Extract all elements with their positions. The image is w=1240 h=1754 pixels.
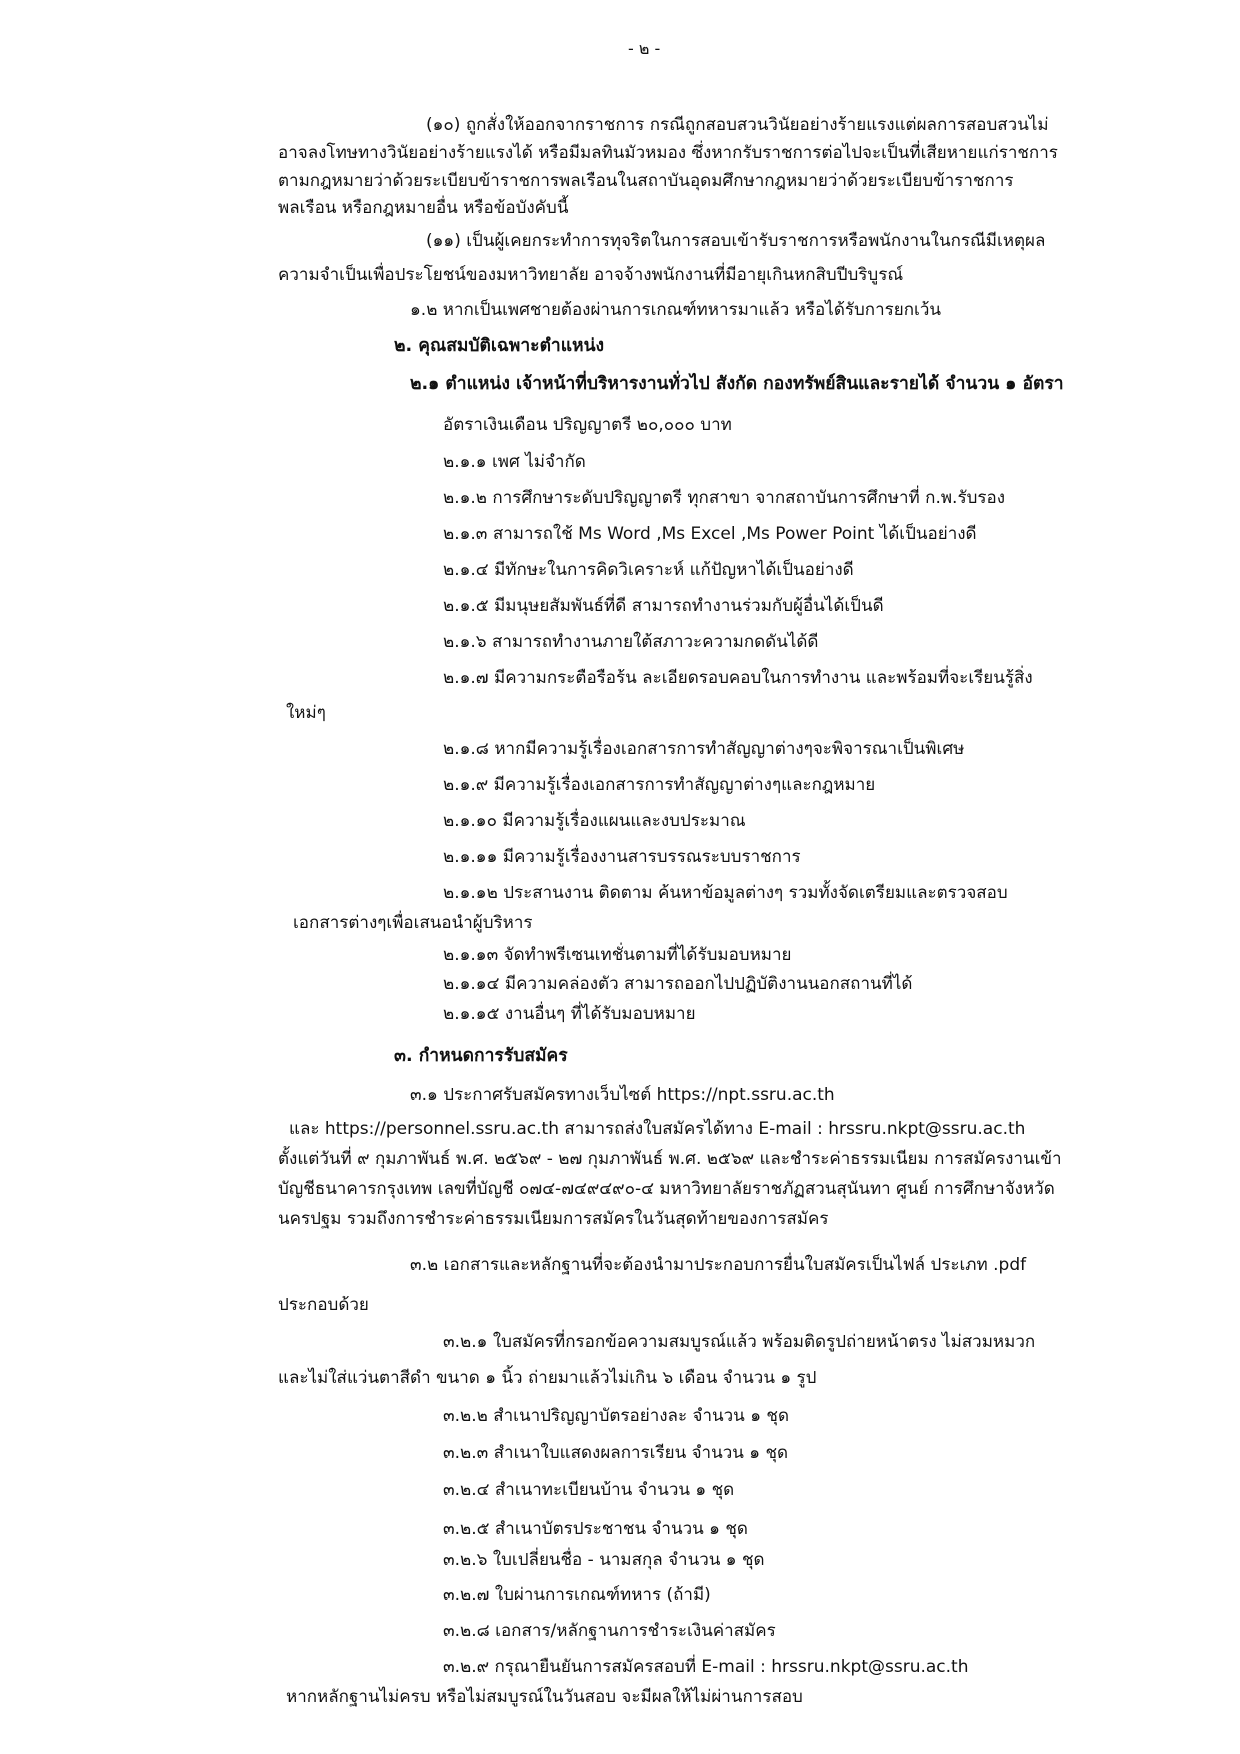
clause-3-1-line-2: และ https://personnel.ssru.ac.th สามารถส่งใบสมัครได้ทาง E-mail : hrssru.nkpt@ssru.ac.th <box>289 1119 1026 1139</box>
qualification-item: ๒.๑.๑๐ มีความรู้เรื่องแผนและงบประมาณ <box>443 811 746 831</box>
document-item-cont: หากหลักฐานไม่ครบ หรือไม่สมบูรณ์ในวันสอบ จะมีผลให้ไม่ผ่านการสอบ <box>286 1687 803 1707</box>
clause-10-line-4: พลเรือน หรือกฎหมายอื่น หรือข้อบังคับนี้ <box>278 198 569 218</box>
document-item: ๓.๒.๑ ใบสมัครที่กรอกข้อความสมบูรณ์แล้ว พร้อมติดรูปถ่ายหน้าตรง ไม่สวมหมวก <box>443 1332 1036 1352</box>
salary-line: อัตราเงินเดือน ปริญญาตรี ๒๐,๐๐๐ บาท <box>443 415 732 435</box>
document-item: ๓.๒.๓ สำเนาใบแสดงผลการเรียน จำนวน ๑ ชุด <box>443 1443 789 1463</box>
qualification-item-cont: ใหม่ๆ <box>286 703 326 723</box>
section-2-heading: ๒. คุณสมบัติเฉพาะตำแหน่ง <box>394 336 605 356</box>
document-item: ๓.๒.๗ ใบผ่านการเกณฑ์ทหาร (ถ้ามี) <box>443 1585 711 1605</box>
qualification-item: ๒.๑.๖ สามารถทำงานภายใต้สภาวะความกดดันได้ดี <box>443 632 819 652</box>
qualification-item: ๒.๑.๓ สามารถใช้ Ms Word ,Ms Excel ,Ms Power Point ได้เป็นอย่างดี <box>443 524 977 544</box>
document-item: ๓.๒.๘ เอกสาร/หลักฐานการชำระเงินค่าสมัคร <box>443 1621 776 1641</box>
qualification-item: ๒.๑.๕ มีมนุษยสัมพันธ์ที่ดี สามารถทำงานร่วมกับผู้อื่นได้เป็นดี <box>443 596 884 616</box>
qualification-item: ๒.๑.๗ มีความกระตือรือร้น ละเอียดรอบคอบในการทำงาน และพร้อมที่จะเรียนรู้สิ่ง <box>443 668 1033 688</box>
clause-11-line-1: (๑๑) เป็นผู้เคยกระทำการทุจริตในการสอบเข้ารับราชการหรือพนักงานในกรณีมีเหตุผล <box>426 231 1046 251</box>
clause-3-1-line-4: บัญชีธนาคารกรุงเทพ เลขที่บัญชี ๐๗๔-๗๔๙๔๙๐-๔ มหาวิทยาลัยราชภัฏสวนสุนันทา ศูนย์ การศึกษาจังหวัด <box>278 1179 1055 1199</box>
qualification-item: ๒.๑.๑๕ งานอื่นๆ ที่ได้รับมอบหมาย <box>443 1004 696 1024</box>
qualification-item-cont: เอกสารต่างๆเพื่อเสนอนำผู้บริหาร <box>293 913 533 933</box>
document-item-cont: และไม่ใส่แว่นตาสีดำ ขนาด ๑ นิ้ว ถ่ายมาแล้วไม่เกิน ๖ เดือน จำนวน ๑ รูป <box>278 1368 817 1388</box>
document-item: ๓.๒.๕ สำเนาบัตรประชาชน จำนวน ๑ ชุด <box>443 1519 748 1539</box>
clause-10-line-2: อาจลงโทษทางวินัยอย่างร้ายแรงได้ หรือมีมลทินมัวหมอง ซึ่งหากรับราชการต่อไปจะเป็นที่เสียหายแก่ราชการ <box>278 143 1058 163</box>
qualification-item: ๒.๑.๔ มีทักษะในการคิดวิเคราะห์ แก้ปัญหาได้เป็นอย่างดี <box>443 560 854 580</box>
qualification-item: ๒.๑.๑๒ ประสานงาน ติดตาม ค้นหาข้อมูลต่างๆ รวมทั้งจัดเตรียมและตรวจสอบ <box>443 883 1008 903</box>
document-item: ๓.๒.๒ สำเนาปริญญาบัตรอย่างละ จำนวน ๑ ชุด <box>443 1406 789 1426</box>
document-item: ๓.๒.๔ สำเนาทะเบียนบ้าน จำนวน ๑ ชุด <box>443 1480 735 1500</box>
qualification-item: ๒.๑.๑๔ มีความคล่องตัว สามารถออกไปปฏิบัติงานนอกสถานที่ได้ <box>443 974 913 994</box>
qualification-item: ๒.๑.๑ เพศ ไม่จำกัด <box>443 452 586 472</box>
clause-11-line-2: ความจำเป็นเพื่อประโยชน์ของมหาวิทยาลัย อาจจ้างพนักงานที่มีอายุเกินหกสิบปีบริบูรณ์ <box>278 265 904 285</box>
clause-3-1-line-3: ตั้งแต่วันที่ ๙ กุมภาพันธ์ พ.ศ. ๒๕๖๙ - ๒๗ กุมภาพันธ์ พ.ศ. ๒๕๖๙ และชำระค่าธรรมเนียม การสมัครงานเข้า <box>278 1149 1062 1169</box>
clause-3-2-line-2: ประกอบด้วย <box>278 1295 369 1315</box>
document-item: ๓.๒.๖ ใบเปลี่ยนชื่อ - นามสกุล จำนวน ๑ ชุด <box>443 1550 765 1570</box>
qualification-item: ๒.๑.๑๑ มีความรู้เรื่องงานสารบรรณระบบราชการ <box>443 847 801 867</box>
clause-3-2-line-1: ๓.๒ เอกสารและหลักฐานที่จะต้องนำมาประกอบการยื่นใบสมัครเป็นไฟล์ ประเภท .pdf <box>410 1255 1027 1275</box>
qualification-item: ๒.๑.๒ การศึกษาระดับปริญญาตรี ทุกสาขา จากสถาบันการศึกษาที่ ก.พ.รับรอง <box>443 488 1006 508</box>
qualification-item: ๒.๑.๙ มีความรู้เรื่องเอกสารการทำสัญญาต่างๆและกฎหมาย <box>443 775 876 795</box>
qualification-item: ๒.๑.๘ หากมีความรู้เรื่องเอกสารการทำสัญญาต่างๆจะพิจารณาเป็นพิเศษ <box>443 739 965 759</box>
section-3-heading: ๓. กำหนดการรับสมัคร <box>394 1046 568 1066</box>
clause-1-2: ๑.๒ หากเป็นเพศชายต้องผ่านการเกณฑ์ทหารมาแล้ว หรือได้รับการยกเว้น <box>410 300 941 320</box>
qualification-item: ๒.๑.๑๓ จัดทำพรีเซนเทชั่นตามที่ได้รับมอบหมาย <box>443 945 792 965</box>
page-number: - ๒ - <box>628 39 661 58</box>
clause-3-1-line-5: นครปฐม รวมถึงการชำระค่าธรรมเนียมการสมัครในวันสุดท้ายของการสมัคร <box>278 1209 829 1229</box>
clause-10-line-1: (๑๐) ถูกสั่งให้ออกจากราชการ กรณีถูกสอบสวนวินัยอย่างร้ายแรงแต่ผลการสอบสวนไม่ <box>426 115 1049 135</box>
document-item: ๓.๒.๙ กรุณายืนยันการสมัครสอบที่ E-mail : hrssru.nkpt@ssru.ac.th <box>443 1657 969 1677</box>
clause-3-1-line-1: ๓.๑ ประกาศรับสมัครทางเว็บไซต์ https://npt.ssru.ac.th <box>410 1085 835 1105</box>
position-title: ๒.๑ ตำแหน่ง เจ้าหน้าที่บริหารงานทั่วไป สังกัด กองทรัพย์สินและรายได้ จำนวน ๑ อัตรา <box>410 374 1064 394</box>
clause-10-line-3: ตามกฎหมายว่าด้วยระเบียบข้าราชการพลเรือนในสถาบันอุดมศึกษากฎหมายว่าด้วยระเบียบข้าราชการ <box>278 171 1014 191</box>
